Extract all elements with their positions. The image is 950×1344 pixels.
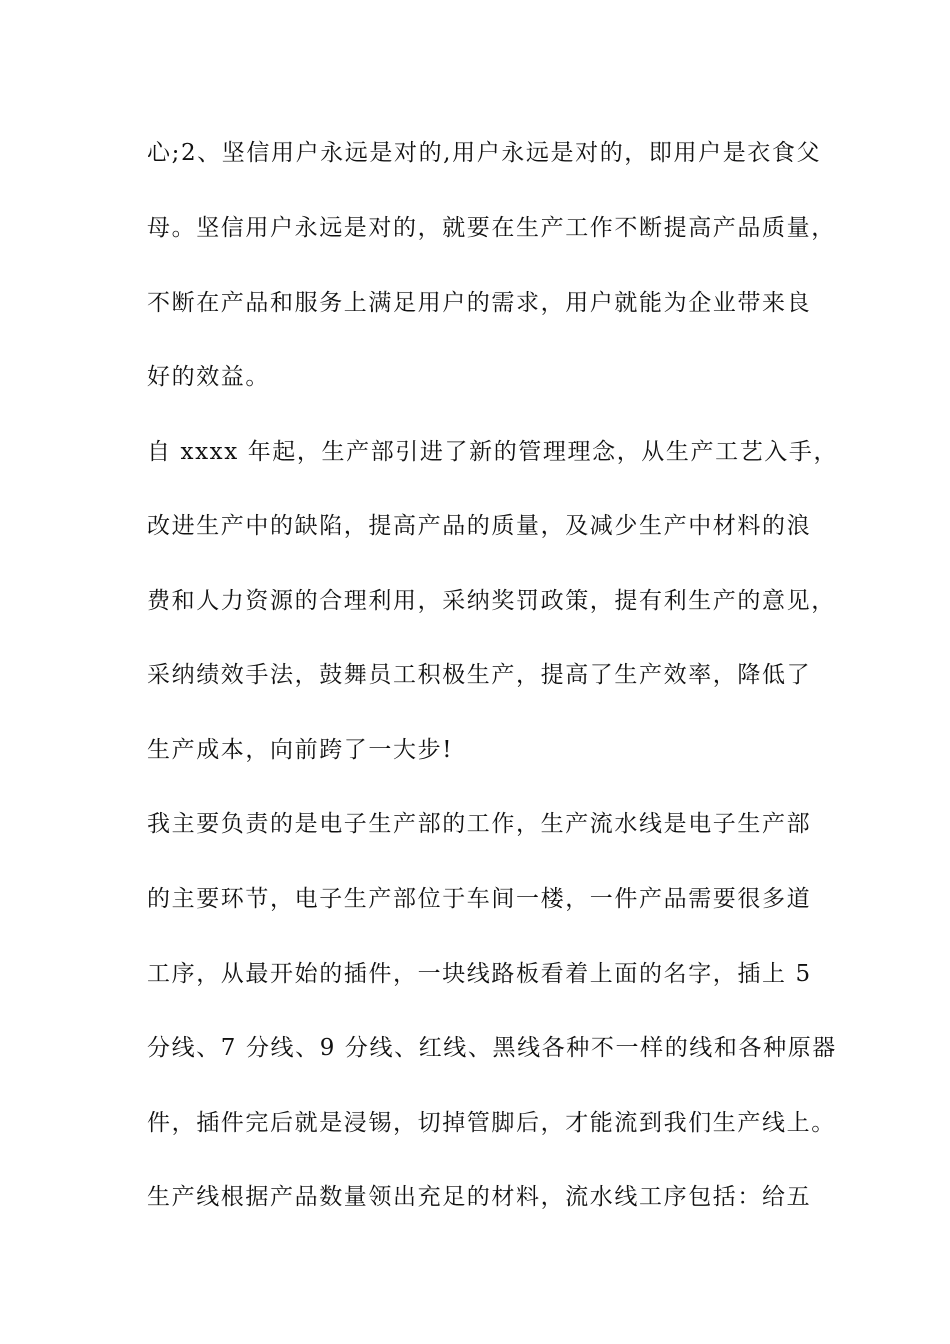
text-line: 生产成本，向前跨了一大步!	[147, 737, 454, 763]
text-line: 好的效益。	[147, 364, 270, 390]
text-line: 自 xxxx 年起，生产部引进了新的管理理念，从生产工艺入手，	[147, 439, 839, 465]
text-line: 不断在产品和服务上满足用户的需求，用户就能为企业带来良	[147, 290, 812, 316]
text-line: 的主要环节，电子生产部位于车间一楼，一件产品需要很多道	[147, 886, 812, 912]
text-line: 心;2、坚信用户永远是对的,用户永远是对的，即用户是衣食父	[147, 140, 822, 166]
text-line: 费和人力资源的合理利用，采纳奖罚政策，提有利生产的意见，	[147, 588, 836, 614]
text-line: 采纳绩效手法，鼓舞员工积极生产，提高了生产效率，降低了	[147, 662, 812, 688]
text-line: 分线、7 分线、9 分线、红线、黑线各种不一样的线和各种原器	[147, 1035, 837, 1061]
text-line: 改进生产中的缺陷，提高产品的质量，及减少生产中材料的浪	[147, 513, 812, 539]
text-line: 我主要负责的是电子生产部的工作，生产流水线是电子生产部	[147, 811, 812, 837]
text-line: 工序，从最开始的插件，一块线路板看着上面的名字，插上 5	[147, 961, 812, 987]
text-line: 件，插件完后就是浸锡，切掉管脚后，才能流到我们生产线上。	[147, 1110, 836, 1136]
text-line: 生产线根据产品数量领出充足的材料，流水线工序包括：给五	[147, 1184, 812, 1210]
text-line: 母。坚信用户永远是对的，就要在生产工作不断提高产品质量，	[147, 215, 836, 241]
